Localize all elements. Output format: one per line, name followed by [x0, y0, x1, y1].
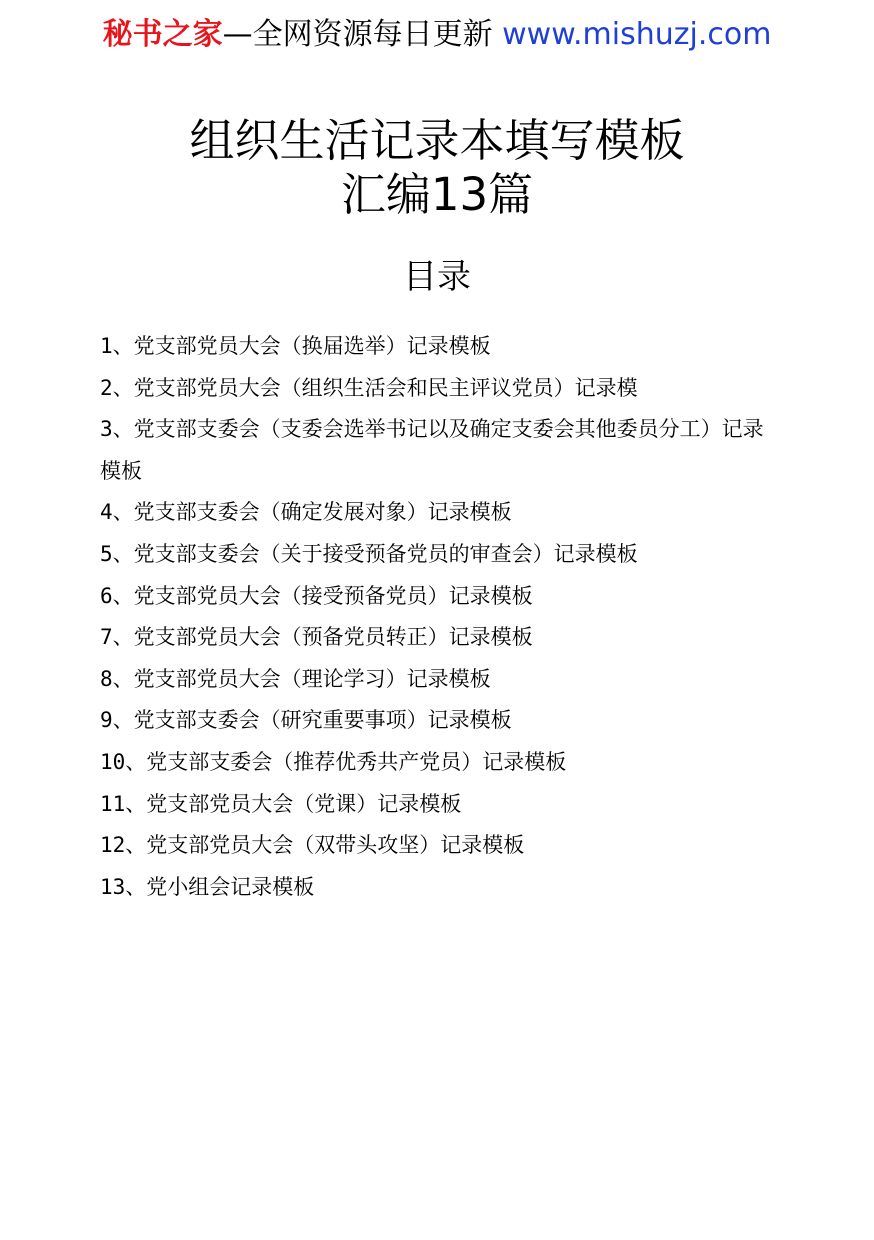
- toc-item: 7、党支部党员大会（预备党员转正）记录模板: [100, 625, 533, 650]
- toc-item: 12、党支部党员大会（双带头攻坚）记录模板: [100, 833, 525, 858]
- toc-item: 13、党小组会记录模板: [100, 874, 315, 899]
- toc-item: 1、党支部党员大会（换届选举）记录模板: [100, 334, 491, 358]
- toc-item: 10、党支部支委会（推荐优秀共产党员）记录模板: [100, 749, 567, 774]
- document-title-line-1: 组织生活记录本填写模板: [189, 114, 685, 167]
- toc-heading: 目录: [403, 257, 471, 297]
- banner-tagline: —全网资源每日更新: [222, 17, 493, 52]
- toc-item: 11、党支部党员大会（党课）记录模板: [100, 791, 462, 816]
- toc-item: 4、党支部支委会（确定发展对象）记录模板: [100, 500, 512, 525]
- toc-item: 8、党支部党员大会（理论学习）记录模板: [100, 666, 491, 691]
- toc-item: 6、党支部党员大会（接受预备党员）记录模板: [100, 583, 533, 608]
- document-title: [0, 114, 874, 222]
- toc-item: 2、党支部党员大会（组织生活会和民主评议党员）记录模: [100, 375, 638, 400]
- table-of-contents: [100, 326, 772, 908]
- toc-item: 5、党支部支委会（关于接受预备党员的审查会）记录模板: [100, 541, 638, 566]
- site-url-link[interactable]: www.mishuzj.com: [502, 17, 772, 52]
- document-title-line-2: 汇编13篇: [340, 168, 534, 221]
- toc-item: 9、党支部支委会（研究重要事项）记录模板: [100, 708, 512, 733]
- site-banner: [0, 14, 874, 56]
- brand-name: 秘书之家: [102, 17, 223, 52]
- toc-item: 3、党支部支委会（支委会选举书记以及确定支委会其他委员分工）记录模板: [100, 417, 764, 483]
